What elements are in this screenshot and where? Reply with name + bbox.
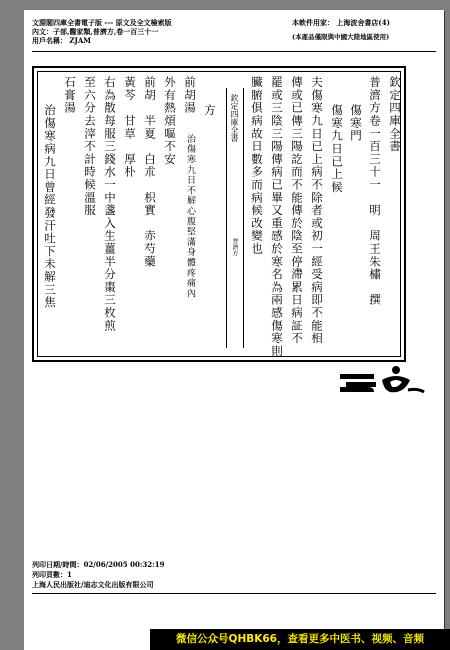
- header-left: [32, 18, 172, 45]
- footer-rule: [32, 593, 436, 594]
- gutter-book: 普濟方: [231, 238, 238, 256]
- text-column-4: 臟腑俱病故日數多而病候改變也: [250, 76, 264, 256]
- print-date-value: 02/06/2005 00:32:19: [83, 560, 165, 569]
- book-title: 欽定四庫全書: [388, 76, 402, 153]
- header-line-region-note: (本產品僅限與中國大陸地區使用): [292, 33, 390, 41]
- print-pages-value: 1: [67, 570, 72, 579]
- recipe-description-2: 外有熱煩嘔不安: [163, 76, 177, 166]
- center-gutter: [226, 88, 244, 348]
- ingredients-line-1: 前胡 半夏 白朮 枳實 赤芍藥: [143, 76, 157, 268]
- recipe-name-shigao: 石膏湯: [63, 76, 77, 115]
- text-column-2: 傳或已傳三陽訖而不能傳於陰至停滯累日病証不: [290, 76, 304, 345]
- text-frame: [32, 66, 406, 362]
- publisher-logo-mark: [338, 362, 428, 396]
- gutter-title: 欽定四庫全書: [230, 94, 239, 142]
- preparation-line-1: 右為散每服三錢水一中盞入生薑半分棗三枚煎: [103, 76, 117, 332]
- print-date-label: 列印日期/時間：: [32, 560, 84, 569]
- subsection-title: 傷寒九日已上候: [330, 104, 344, 194]
- header-line-edition: 文淵閣四庫全書電子版 --- 原文及全文檢索版: [32, 18, 172, 27]
- print-pages-row: [32, 570, 164, 580]
- text-column-3: 罷或三陰三陽傳病已畢又重感於寒名為兩感傷寒則: [270, 76, 284, 358]
- text-frame-inner: [37, 71, 401, 357]
- text-column-1: 夫傷寒九日已上病不除者或初一經受病即不能相: [310, 76, 324, 345]
- recipe-description-1: 治傷寒九日不解心腹堅滿身體疼痛內: [185, 134, 195, 299]
- recipe-shigao-description: 治傷寒病九日曾經發汗吐下未解三焦: [43, 104, 57, 309]
- print-date-row: [32, 560, 164, 570]
- publisher-line: 上海人民出版社/迪志文化出版有限公司: [32, 580, 154, 589]
- header-rule: [32, 51, 436, 52]
- header-line-licensee: 本軟件用家： 上海波舍書店(4): [292, 18, 390, 27]
- section-title: 傷寒門: [349, 104, 363, 143]
- header-line-user: 用戶名稱： ZJAM: [32, 36, 92, 45]
- wechat-banner: 微信公众号QHBK66，查看更多中医书、视频、音频: [150, 629, 450, 650]
- recipe-heading: 方: [203, 104, 217, 117]
- recipe-name-qianhu: 前胡湯: [183, 76, 197, 115]
- preparation-line-2: 至六分去滓不計時候溫服: [83, 76, 97, 217]
- volume-line: 普濟方卷一百三十一 明 周王朱橚 撰: [368, 76, 382, 307]
- header-right: [292, 18, 390, 42]
- page-sheet: [24, 10, 444, 650]
- publisher-logo: [338, 362, 428, 400]
- footer: [32, 560, 164, 590]
- header-line-content: 內文：子部,醫家類,普濟方,卷一百三十一: [32, 27, 159, 36]
- print-pages-label: 列印頁數：: [32, 570, 67, 579]
- ingredients-line-2: 黃芩 甘草 厚朴: [123, 76, 137, 179]
